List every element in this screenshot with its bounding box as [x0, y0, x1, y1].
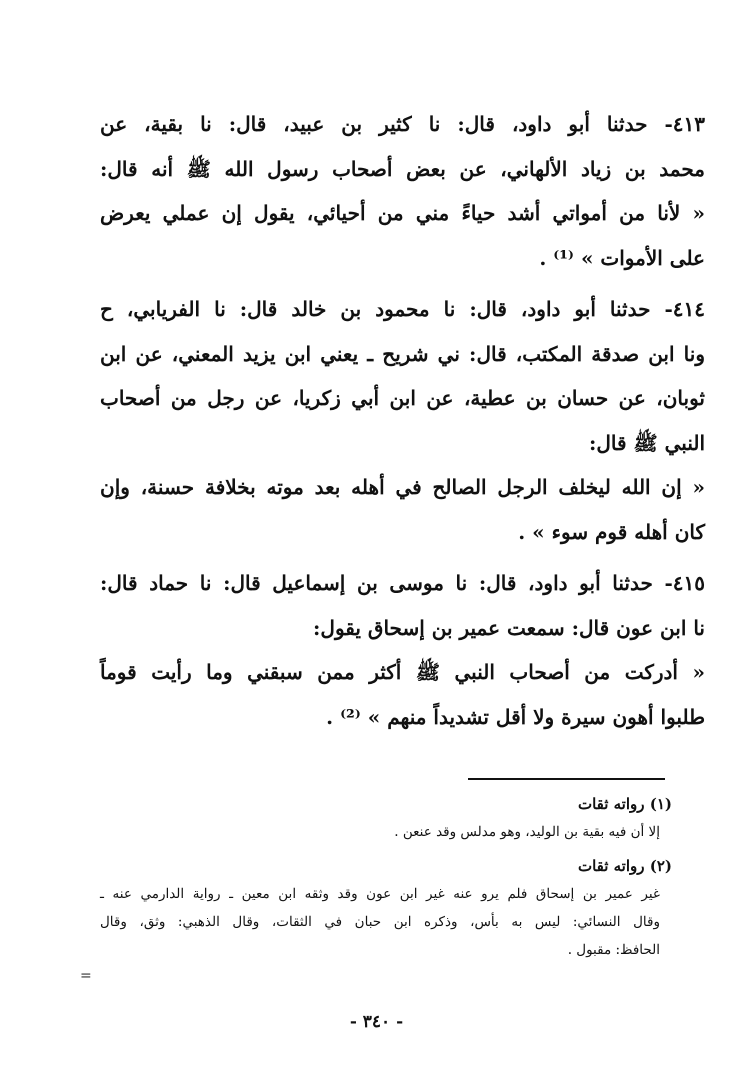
- main-text-body: [100, 102, 705, 739]
- hadith-414: [100, 287, 705, 554]
- text-line: ٤١٤- حدثنا أبو داود، قال: نا محمود بن خالد قال: نا الفريابي، ح: [100, 297, 705, 321]
- text-line: النبي ﷺ قال:: [588, 430, 705, 455]
- continuation-mark: =: [80, 968, 92, 984]
- text-line: نا ابن عون قال: سمعت عمير بن إسحاق يقول:: [313, 615, 705, 640]
- text-line: محمد بن زياد الألهاني، عن بعض أصحاب رسول الله ﷺ أنه قال:: [100, 156, 705, 181]
- footnote-2-heading: (٢) رواته ثقات: [577, 857, 672, 875]
- footnote-line: الحافظ: مقبول .: [567, 942, 660, 958]
- hadith-415: [100, 561, 705, 739]
- footnote-1-body: [100, 818, 672, 846]
- footnote-line: وقال النسائي: ليس به بأس، وذكره ابن حبان في الثقات، وقال الذهبي: وثق، وقال: [100, 914, 660, 930]
- footnotes-section: [100, 790, 672, 964]
- text-line: « إن الله ليخلف الرجل الصالح في أهله بعد موته بخلافة حسنة، وإن: [100, 475, 705, 499]
- text-line: كان أهله قوم سوء » .: [518, 519, 705, 544]
- text-line: على الأموات » ⁽¹⁾ .: [539, 245, 705, 270]
- text-line: ٤١٥- حدثنا أبو داود، قال: نا موسى بن إسماعيل قال: نا حماد قال:: [100, 571, 705, 595]
- page-number: - ٣٤٠ -: [349, 1012, 404, 1032]
- footnote-line: إلا أن فيه بقية بن الوليد، وهو مدلس وقد عنعن .: [394, 824, 660, 840]
- text-line: ٤١٣- حدثنا أبو داود، قال: نا كثير بن عبيد، قال: نا بقية، عن: [100, 112, 705, 136]
- footnote-2-body: [100, 880, 672, 964]
- footnote-divider: [468, 778, 665, 780]
- text-line: « لأنا من أمواتي أشد حياءً مني من أحيائي، يقول إن عملي يعرض: [100, 201, 705, 225]
- footnote-1-heading: (١) رواته ثقات: [577, 795, 672, 813]
- text-line: « أدركت من أصحاب النبي ﷺ أكثر ممن سبقني وما رأيت قوماً: [100, 660, 705, 684]
- footnote-line: غير عمير بن إسحاق فلم يرو عنه غير ابن عون وقد وثقه ابن معين ـ رواية الدارمي عنه ـ: [100, 886, 660, 902]
- text-line: طلبوا أهون سيرة ولا أقل تشديداً منهم » ⁽²⁾ .: [326, 704, 705, 729]
- text-line: ونا ابن صدقة المكتب، قال: ني شريح ـ يعني ابن يزيد المعني، عن ابن: [100, 341, 705, 366]
- hadith-413: [100, 102, 705, 280]
- text-line: ثوبان، عن حسان بن عطية، عن ابن أبي زكريا، عن رجل من أصحاب: [100, 386, 705, 410]
